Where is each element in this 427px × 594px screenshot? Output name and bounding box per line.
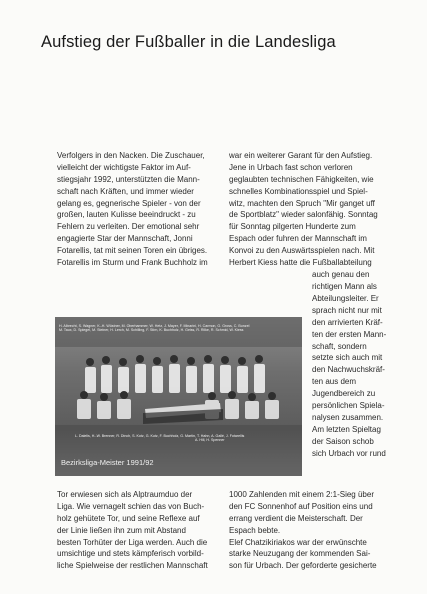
text-line: stiegsjahr 1992, unterstützten die Mann- [57, 174, 200, 184]
text-line: de Sportblatz" wieder salonfähig. Sonntag [229, 210, 378, 220]
text-line: der Saison schob [312, 436, 374, 446]
text-column-right-wrap [312, 293, 401, 459]
photo-names-bottom [75, 434, 244, 442]
text-line: nalysen zusammen. [312, 412, 384, 422]
text-line: besten Torhüter der Liga werden. Auch die [57, 537, 208, 547]
text-line: schnelles Kombinationsspiel und Spiel- [229, 186, 368, 196]
text-line: für Sonntag pilgerten Hunderte zum [229, 222, 356, 232]
text-line: großen, lauten Kulisse beeindruckt - zu [57, 210, 196, 220]
text-line: Tor erwiesen sich als Alptraumduo der [57, 490, 193, 499]
text-line: persönlichen Spiela- [312, 401, 385, 411]
text-line: witz, machten den Spruch "Mir ganget uff [229, 198, 375, 208]
text-column-left-top [57, 150, 222, 269]
text-line: schaft nach Kräften, und immer wieder [57, 186, 194, 196]
text-column-left-bottom [57, 489, 222, 572]
text-line: Jugendbereich zu [312, 389, 376, 399]
text-line: Liga. Wie vernagelt schien das von Buch- [57, 501, 205, 511]
text-line: umsichtige und stets kämpferisch vorbild- [57, 549, 204, 559]
text-column-right-top [229, 150, 399, 293]
text-line: errang verdient die Meisterschaft. Der [229, 513, 363, 523]
text-line: son für Urbach. Der geforderte gesicherte [229, 561, 377, 571]
text-line: Verfolgers in den Nacken. Die Zuschauer, [57, 151, 205, 160]
text-line: liche Spielweise der restlichen Mannschaft [57, 561, 208, 571]
text-line: Fotarellis, tat mit seinen Toren ein übriges. [57, 246, 208, 256]
text-line: den arrivierten Kräf- [312, 317, 383, 327]
team-photo-figures [55, 317, 302, 476]
names-line: M. Taux, D. Spiegel, M. Steiner, H. Lerch, M. Schilling, F. Stirn, K. Buchholz, H. Geiss, R. Rilke, R. Schmid, W. Kiess [59, 328, 244, 333]
text-line: ten der ersten Mann- [312, 329, 387, 339]
text-line: geglaubten technischen Fähigkeiten, wie [229, 174, 374, 184]
text-line: richtigen Mann als [312, 281, 377, 291]
text-line: Am letzten Spieltag [312, 424, 381, 434]
names-line: H. Albrecht, S. Wagner, K.-H. Wüstner, M. Oberhammer, W. Hetz, J. Mayer, F. Minarini, H. Carmon, G. Gross, C. Bunzel [59, 324, 250, 328]
text-line: engagierte Star der Mannschaft, Jonni [57, 234, 193, 244]
text-line: Elef Chatzikiriakos war der erwünschte [229, 537, 367, 547]
text-line: Espach bebte. [229, 525, 281, 535]
text-column-right-bottom [229, 489, 399, 572]
text-line: Herbert Kiess hatte die Fußballabteilung [229, 258, 372, 268]
text-line: war ein weiterer Garant für den Aufstieg. [229, 151, 373, 160]
text-line: ten aus dem [312, 377, 357, 387]
text-line: den Nachwuchskräf- [312, 365, 385, 375]
text-line: den FC Sonnenhof auf Position eins und [229, 501, 373, 511]
text-line: Abteilungsleiter. Er [312, 294, 379, 303]
text-line: vielleicht der wichtigste Faktor im Auf- [57, 162, 191, 172]
names-line: L. Dalelis, H.-W. Brenner, R. Dinch, S. Kotz, G. Kutz, F. Buchholz, G. Martin, T. Hahn, A. Gallé, J. Fotarellis [75, 434, 245, 438]
page-title: Aufstieg der Fußballer in die Landesliga [41, 33, 336, 51]
text-line: der Linie ließen ihn zum mit Abstand [57, 525, 186, 535]
text-line: starke Neuzugang der kommenden Sai- [229, 549, 371, 559]
names-line: A. Hill, H. Spenner [195, 438, 225, 443]
text-line: holz gehütete Tor, und seine Reflexe auf [57, 513, 200, 523]
text-line: Espach oder fuhren der Mannschaft im [229, 234, 367, 244]
text-line: Jene in Urbach fast schon verloren [229, 162, 353, 172]
text-line: sprach nicht nur mit [312, 305, 382, 315]
team-photo [55, 317, 302, 476]
text-line: auch genau den [312, 269, 370, 279]
text-line: Fotarellis im Sturm und Frank Buchholz im [57, 258, 208, 268]
text-line: Fehlern zu verleiten. Der emotional sehr [57, 222, 200, 232]
text-line: Konvoi zu den Auswärtsspielen nach. Mit [229, 246, 375, 256]
text-line: schaft, sondern [312, 341, 367, 351]
photo-caption: Bezirksliga-Meister 1991/92 [61, 458, 154, 467]
text-line: gelang es, gegnerische Spieler - von der [57, 198, 201, 208]
text-line: sich Urbach vor rund [312, 448, 386, 458]
text-line: 1000 Zahlenden mit einem 2:1-Sieg über [229, 490, 374, 499]
text-line: setzte sich auch mit [312, 353, 383, 363]
photo-names-top [59, 324, 249, 332]
